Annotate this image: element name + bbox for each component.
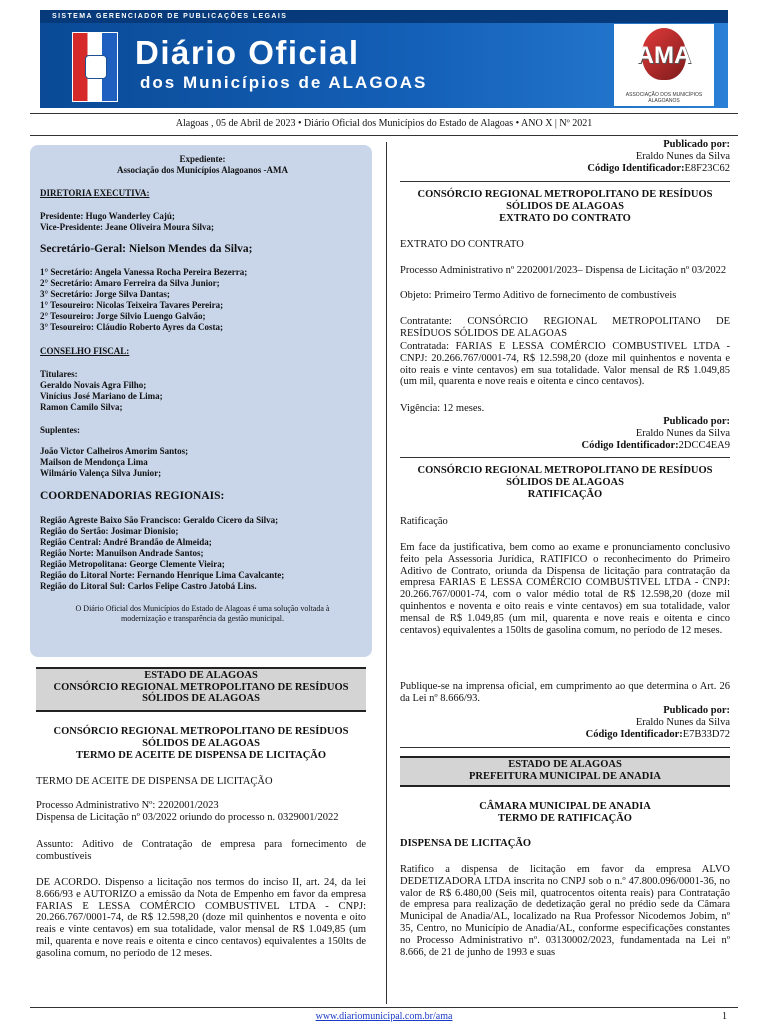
paragraph: Em face da justificativa, bem como ao exame e pronunciamento conclusivo feito pela Assessoria Jurídica, RATIFICO o reconhecimento do Primeiro Aditivo de Contrato, oriunda da Dispensa de licitação para contratação da empresa FARIAS E LESSA COMÉRCIO COMBUSTIVEL LTDA - CNPJ: 20.266.767/0001-74, com o valor médio total de R$ 12.598,20 (doze mil quinhentos e noventa e oito reais e vinte centavos) em sua totalidade, valor mensal de R$ 1.049,85 (um mil, quarenta e nove reais e oitenta e cinco centavos) equivalentes a 150lts de gasolina comum, no período de 12 meses. [400, 542, 730, 636]
officer: 2° Tesoureiro: Jorge Silvio Luengo Galvão; [40, 311, 206, 321]
published-by-label: Publicado por: [663, 416, 730, 427]
section-header-box: ESTADO DE ALAGOAS PREFEITURA MUNICIPAL DE ANADIA [400, 756, 730, 787]
section-title: CONSÓRCIO REGIONAL METROPOLITANO DE RESÍDUOS SÓLIDOS DE ALAGOAS TERMO DE ACEITE DE DISPENSA DE LICITAÇÃO [53, 726, 349, 761]
paragraph: Ratificação [400, 516, 448, 527]
titulares-heading: Titulares: [40, 369, 78, 379]
member: Wilmário Valença Silva Junior; [40, 468, 162, 478]
paragraph-heading: DISPENSA DE LICITAÇÃO [400, 838, 532, 849]
diretoria-heading: DIRETORIA EXECUTIVA: [40, 188, 150, 198]
divider [30, 135, 738, 136]
region: Região Agreste Baixo São Francisco: Geraldo Cicero da Silva; [40, 515, 279, 525]
region: Região do Litoral Sul: Carlos Felipe Castro Jatobá Lins. [40, 581, 257, 591]
paragraph: Processo Administrativo nº 2202001/2023– Dispensa de Licitação nº 03/2022 [400, 265, 727, 276]
officer: 2° Secretário: Amaro Ferreira da Silva Junior; [40, 278, 220, 288]
officer: 3° Tesoureiro: Cláudio Roberto Ayres da Costa; [40, 322, 223, 332]
published-by-label: Publicado por: [663, 705, 730, 716]
paragraph: Ratifico a dispensa de licitação em favor da empresa ALVO DEDETIZADORA LTDA inscrita no CNPJ sob o n.º 47.800.096/0001-36, no valor de R$ 6.480,00 (Seis mil, quatrocentos oitenta reais) para Contratação de empresa para realização de dedetização geral no prédio sede da Câmara Municipal de Anadia/AL, localizado na Rua Professor Nicodemos Jobim, nº 35, Centro, no Município de Anadia/AL, conforme especificações constantes no Processo Administrativo nº. 03130002/2023, fundamentada na Lei nº 8.666, de 21 de junho de 1993 e suas [400, 864, 730, 958]
divider [400, 747, 730, 748]
published-by-name: Eraldo Nunes da Silva [635, 717, 730, 728]
divider [30, 113, 738, 114]
member: João Victor Calheiros Amorim Santos; [40, 446, 189, 456]
officer: 1° Tesoureiro: Nicolas Teixeira Tavares Pereira; [40, 300, 224, 310]
newspaper-title: Diário Oficial [135, 34, 360, 71]
officer: 3° Secretário: Jorge Silva Dantas; [40, 289, 170, 299]
expediente-assoc: Associação dos Municípios Alagoanos -AMA [116, 165, 288, 175]
member: Ramon Camilo Silva; [40, 402, 123, 412]
paragraph: DE ACORDO. Dispenso a licitação nos termos do inciso II, art. 24, da lei 8.666/93 e AUTORIZO a emissão da Nota de Empenho em favor da empresa FARIAS E LESSA COMÉRCIO COMBUSTIVEL LTDA - CNPJ: 20.266.767/0001-74, de R$ 12.598,20 (doze mil quinhentos e noventa e oito reais e vinte centavos) em sua totalidade, valor mensal de R$ 1.049,85 (um mil, quarenta e nove reais e oitenta e cinco centavos) equivalentes a 150lts de gasolina comum, no período de 12 meses. [36, 877, 366, 959]
identifier-code: Código Identificador:E8F23C62 [587, 163, 730, 174]
region: Região Norte: Manuilson Andrade Santos; [40, 548, 204, 558]
paragraph: TERMO DE ACEITE DE DISPENSA DE LICITAÇÃO [36, 776, 273, 787]
divider [400, 181, 730, 182]
published-by-name: Eraldo Nunes da Silva [635, 428, 730, 439]
paragraph: Contratante: CONSÓRCIO REGIONAL METROPOLITANO DE RESÍDUOS SÓLIDOS DE ALAGOAS [400, 316, 730, 339]
column-separator [386, 142, 387, 1004]
expediente-note: modernização e transparência da gestão municipal. [120, 614, 285, 623]
paragraph: Processo Administrativo Nº: 2202001/2023 [36, 800, 219, 811]
coordenadorias-heading: COORDENADORIAS REGIONAIS: [40, 490, 225, 502]
suplentes-heading: Suplentes: [40, 425, 81, 435]
ama-logo: AMA ASSOCIAÇÃO DOS MUNICÍPIOS ALAGOANOS [614, 24, 714, 106]
paragraph: Publique-se na imprensa oficial, em cumprimento ao que determina o Art. 26 da Lei nº 8.666/93. [400, 681, 730, 704]
section-title: CONSÓRCIO REGIONAL METROPOLITANO DE RESÍDUOS SÓLIDOS DE ALAGOAS EXTRATO DO CONTRATO [417, 189, 713, 224]
member: Vinícius José Mariano de Lima; [40, 391, 163, 401]
paragraph: EXTRATO DO CONTRATO [400, 239, 524, 250]
paragraph: Vigência: 12 meses. [400, 403, 485, 414]
paragraph: Objeto: Primeiro Termo Aditivo de fornecimento de combustíveis [400, 290, 677, 301]
secretario-geral: Secretário-Geral: Nielson Mendes da Silva; [40, 243, 253, 255]
region: Região Metropolitana: George Clemente Vieira; [40, 559, 225, 569]
published-by-label: Publicado por: [663, 139, 730, 150]
conselho-heading: CONSELHO FISCAL: [40, 346, 130, 356]
page-number: 1 [722, 1011, 727, 1022]
paragraph: Contratada: FARIAS E LESSA COMÉRCIO COMBUSTIVEL LTDA - CNPJ: 20.266.767/0001-74, R$ 12.598,20 (doze mil quinhentos e noventa e oito reais e vinte centavos) em sua totalidade. Valor mensal de R$ 1.049,85 (um mil, quarenta e nove reais e oitenta e cinco centavos). [400, 341, 730, 388]
section-title: CONSÓRCIO REGIONAL METROPOLITANO DE RESÍDUOS SÓLIDOS DE ALAGOAS RATIFICAÇÃO [417, 465, 713, 500]
published-by-name: Eraldo Nunes da Silva [635, 151, 730, 162]
dateline: Alagoas , 05 de Abril de 2023 • Diário Oficial dos Municípios do Estado de Alagoas • ANO X | Nº 2021 [175, 118, 593, 129]
identifier-code: Código Identificador:E7B33D72 [585, 729, 730, 740]
identifier-code: Código Identificador:2DCC4EA9 [581, 440, 730, 451]
presidente: Presidente: Hugo Wanderley Cajú; [40, 211, 175, 221]
paragraph: Dispensa de Licitação nº 03/2022 oriundo do processo n. 0329001/2022 [36, 812, 339, 823]
paragraph: Assunto: Aditivo de Contratação de empresa para fornecimento de combustíveis [36, 839, 366, 862]
system-name: SISTEMA GERENCIADOR DE PUBLICAÇÕES LEGAIS [40, 10, 728, 23]
section-header-box: ESTADO DE ALAGOAS CONSÓRCIO REGIONAL METROPOLITANO DE RESÍDUOS SÓLIDOS DE ALAGOAS [36, 667, 366, 712]
region: Região do Sertão: Josimar Dionisio; [40, 526, 179, 536]
vice-presidente: Vice-Presidente: Jeane Oliveira Moura Silva; [40, 222, 214, 232]
region: Região do Litoral Norte: Fernando Henrique Lima Cavalcante; [40, 570, 285, 580]
region: Região Central: André Brandão de Almeida; [40, 537, 212, 547]
divider [30, 1007, 738, 1008]
newspaper-subtitle: dos Municípios de ALAGOAS [140, 73, 428, 92]
section-title: CÂMARA MUNICIPAL DE ANADIA TERMO DE RATIFICAÇÃO [479, 801, 651, 824]
footer-link[interactable]: www.diariomunicipal.com.br/ama [315, 1011, 453, 1022]
member: Mailson de Mendonça Lima [40, 457, 148, 467]
expediente-note: O Diário Oficial dos Municípios do Estado de Alagoas é uma solução voltada à [75, 604, 330, 613]
expediente-title: Expediente: [179, 154, 226, 164]
alagoas-flag-icon [72, 32, 118, 102]
header-banner [40, 10, 728, 108]
divider [400, 457, 730, 458]
member: Geraldo Novais Agra Filho; [40, 380, 147, 390]
officer: 1° Secretário: Angela Vanessa Rocha Pereira Bezerra; [40, 267, 248, 277]
